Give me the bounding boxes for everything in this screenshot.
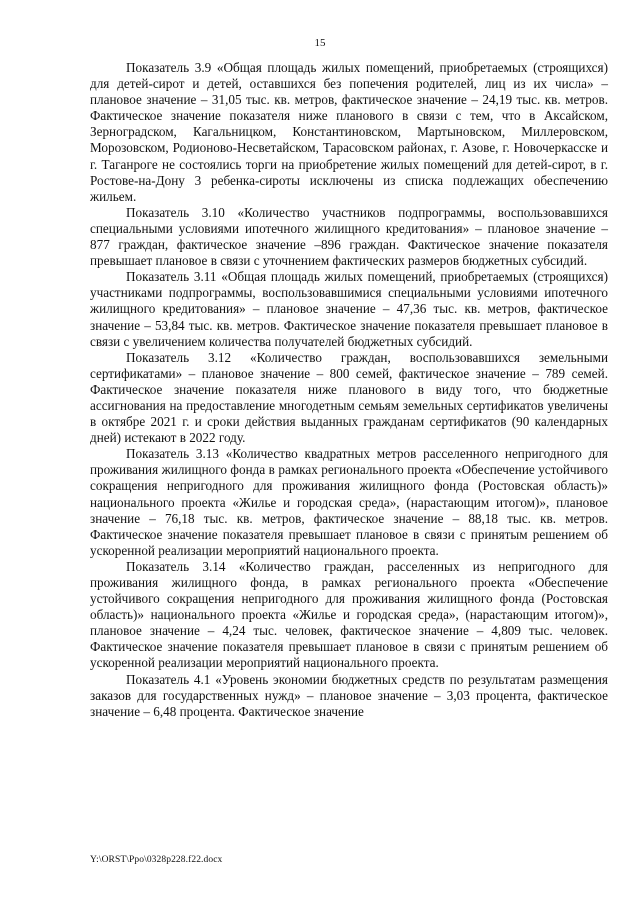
paragraph-indicator-3-9: Показатель 3.9 «Общая площадь жилых помещений, приобретаемых (строящихся) для детей-сирот и детей, оставшихся без попечения родителей, лиц из их числа» – плановое значение – 31,05 тыс. кв. метров, фактическое значение – 24,19 тыс. кв. метров. Фактическое значение показателя ниже планового в связи с тем, что в Аксайском, Зерноградском, Кагальницком, Константиновском, Мартыновском, Миллеровском, Морозовском, Родионово-Несветайском, Тарасовском районах, г. Азове, г. Новочеркасске и г. Таганроге не состоялись торги на приобретение жилых помещений для детей-сирот, в г. Ростове-на-Дону 3 ребенка-сироты исключены из списка подлежащих обеспечению жильем. [90,60,608,204]
page-number: 15 [314,37,326,49]
paragraph-indicator-3-10: Показатель 3.10 «Количество участников подпрограммы, воспользовавшихся специальными условиями ипотечного жилищного кредитования» – плановое значение – 877 граждан, фактическое значение –896 граждан. Фактическое значение показателя превышает плановое в связи с уточнением фактических размеров бюджетных субсидий. [90,204,608,269]
paragraph-indicator-3-13: Показатель 3.13 «Количество квадратных метров расселенного непригодного для проживания жилищного фонда в рамках регионального проекта «Обеспечение устойчивого сокращения непригодного для проживания жилищного фонда (Ростовская область)» национального проекта «Жилье и городская среда», (нарастающим итогом)», плановое значение – 76,18 тыс. кв. метров, фактическое значение – 88,18 тыс. кв. метров. Фактическое значение показателя превышает плановое в связи с принятым решением об ускоренной реализации мероприятий национального проекта. [90,446,608,558]
paragraph-indicator-4-1: Показатель 4.1 «Уровень экономии бюджетных средств по результатам размещения заказов для государственных нужд» – плановое значение – 3,03 процента, фактическое значение – 6,48 процента. Фактическое значение [90,671,608,719]
file-path-footer: Y:\ORST\Ppo\0328p228.f22.docx [90,855,223,865]
paragraph-indicator-3-11: Показатель 3.11 «Общая площадь жилых помещений, приобретаемых (строящихся) участниками подпрограммы, воспользовавшимися специальными условиями ипотечного жилищного кредитования» – плановое значение – 47,36 тыс. кв. метров, фактическое значение – 53,84 тыс. кв. метров. Фактическое значение показателя превышает плановое в связи с увеличением количества получателей бюджетных субсидий. [90,269,608,349]
paragraph-indicator-3-12: Показатель 3.12 «Количество граждан, воспользовавшихся земельными сертификатами» – плановое значение – 800 семей, фактическое значение – 789 семей. Фактическое значение показателя ниже планового в виду того, что бюджетные ассигнования на предоставление многодетным семьям земельных сертификатов увеличены в октябре 2021 г. и сроки действия выданных гражданам сертификатов (90 календарных дней) истекают в 2022 году. [90,349,608,446]
document-body [90,60,608,720]
paragraph-indicator-3-14: Показатель 3.14 «Количество граждан, расселенных из непригодного для проживания жилищного фонда, в рамках регионального проекта «Обеспечение устойчивого сокращения непригодного для проживания жилищного фонда (Ростовская область)» национального проекта «Жилье и городская среда», (нарастающим итогом)», плановое значение – 4,24 тыс. человек, фактическое значение – 4,809 тыс. человек. Фактическое значение показателя превышает плановое в связи с принятым решением об ускоренной реализации мероприятий национального проекта. [90,558,608,671]
